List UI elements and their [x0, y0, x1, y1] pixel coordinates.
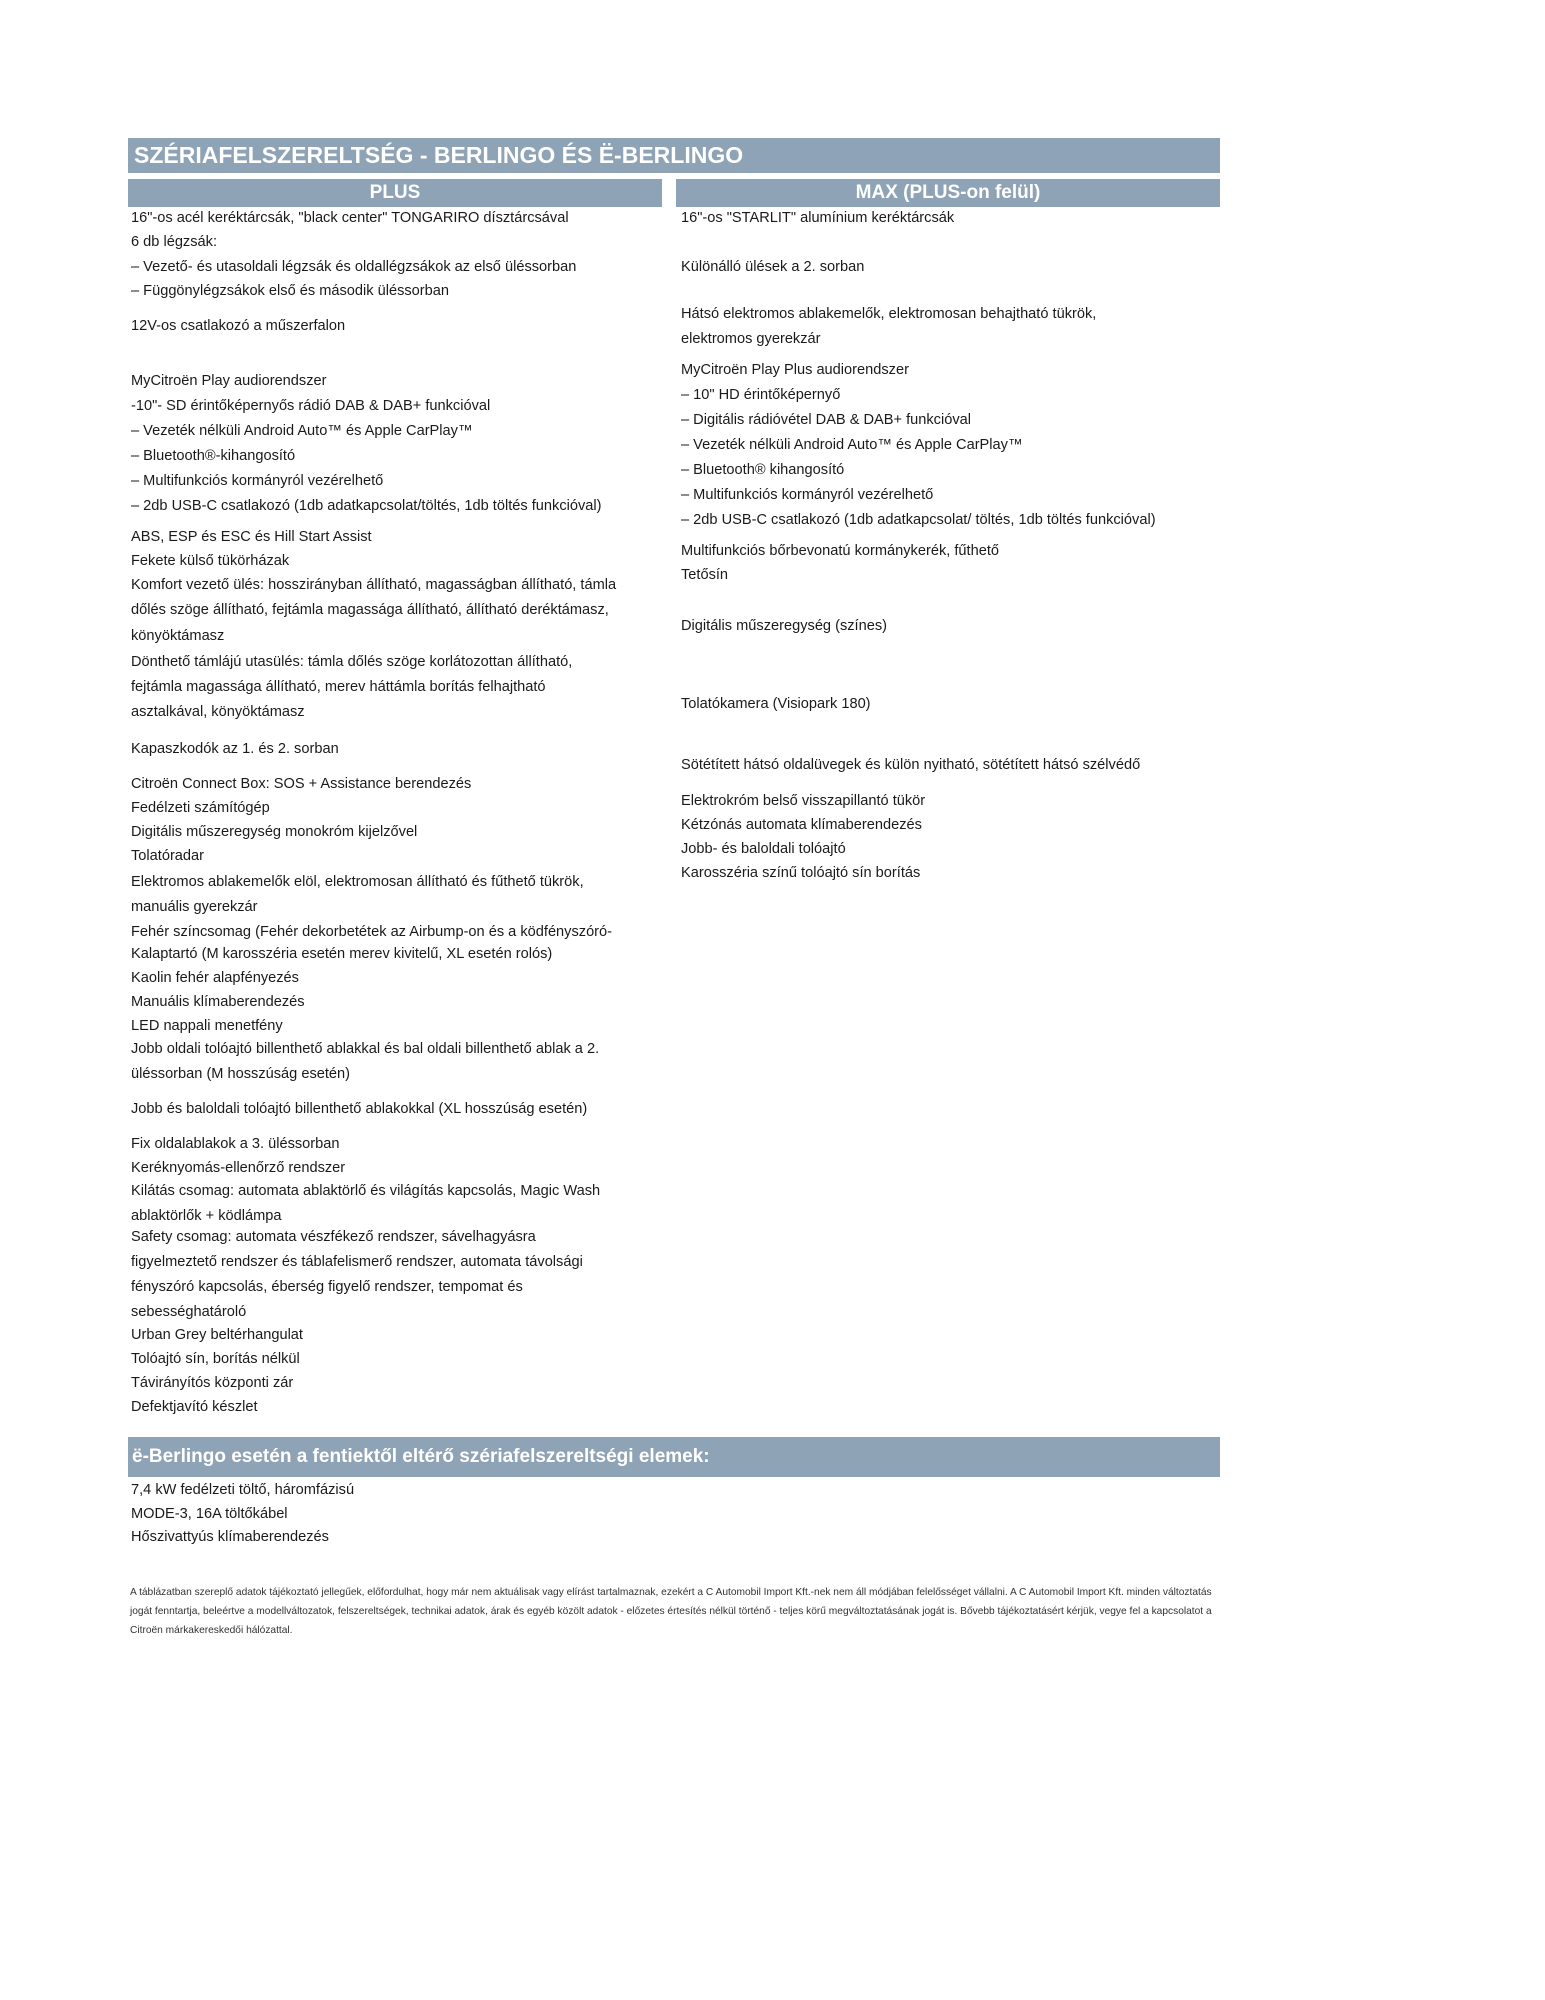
list-item: Tolatókamera (Visiopark 180)	[681, 696, 871, 712]
list-item: sebességhatároló	[131, 1304, 247, 1320]
list-item: Citroën Connect Box: SOS + Assistance berendezés	[131, 776, 472, 792]
list-item: 7,4 kW fedélzeti töltő, háromfázisú	[131, 1482, 355, 1498]
list-item: Hőszivattyús klímaberendezés	[131, 1529, 329, 1545]
list-item: Jobb- és baloldali tolóajtó	[681, 841, 846, 857]
list-item: – Digitális rádióvétel DAB & DAB+ funkcióval	[681, 412, 971, 428]
list-item: üléssorban (M hosszúság esetén)	[131, 1066, 351, 1082]
list-item: Digitális műszeregység (színes)	[681, 618, 888, 634]
list-item: MyCitroën Play audiorendszer	[131, 373, 327, 389]
list-item: Jobb oldali tolóajtó billenthető ablakkal és bal oldali billenthető ablak a 2.	[131, 1041, 600, 1057]
list-item: Manuális klímaberendezés	[131, 994, 305, 1010]
list-item: Kapaszkodók az 1. és 2. sorban	[131, 741, 339, 757]
list-item: Defektjavító készlet	[131, 1399, 258, 1415]
list-item: ABS, ESP és ESC és Hill Start Assist	[131, 529, 372, 545]
list-item: fényszóró kapcsolás, éberség figyelő rendszer, tempomat és	[131, 1279, 523, 1295]
list-item: Kétzónás automata klímaberendezés	[681, 817, 922, 833]
plus-column-header: PLUS	[128, 179, 662, 207]
list-item: Jobb és baloldali tolóajtó billenthető ablakokkal (XL hosszúság esetén)	[131, 1101, 588, 1117]
list-item: -10"- SD érintőképernyős rádió DAB & DAB+ funkcióval	[131, 398, 491, 414]
list-item: Elektromos ablakemelők elöl, elektromosan állítható és fűthető tükrök,	[131, 874, 584, 890]
list-item: manuális gyerekzár	[131, 899, 258, 915]
list-item: fejtámla magassága állítható, merev háttámla borítás felhajtható	[131, 679, 546, 695]
list-item: Digitális műszeregység monokróm kijelzővel	[131, 824, 418, 840]
list-item: figyelmeztető rendszer és táblafelismerő rendszer, automata távolsági	[131, 1254, 583, 1270]
list-item: – 10" HD érintőképernyő	[681, 387, 841, 403]
list-item: Karosszéria színű tolóajtó sín borítás	[681, 865, 921, 881]
list-item: Kalaptartó (M karosszéria esetén merev kivitelű, XL esetén rolós)	[131, 946, 553, 962]
list-item: Fehér színcsomag (Fehér dekorbetétek az Airbump-on és a ködfényszóró-	[131, 924, 613, 940]
list-item: MyCitroën Play Plus audiorendszer	[681, 362, 909, 378]
list-item: – Vezeték nélküli Android Auto™ és Apple CarPlay™	[681, 437, 1023, 453]
list-item: Keréknyomás-ellenőrző rendszer	[131, 1160, 346, 1176]
list-item: Kaolin fehér alapfényezés	[131, 970, 299, 986]
list-item: könyöktámasz	[131, 628, 225, 644]
list-item: ablaktörlők + ködlámpa	[131, 1208, 282, 1224]
list-item: 16"-os acél keréktárcsák, "black center" TONGARIRO dísztárcsával	[131, 210, 569, 226]
list-item: Urban Grey beltérhangulat	[131, 1327, 303, 1343]
list-item: – Multifunkciós kormányról vezérelhető	[681, 487, 934, 503]
list-item: – Bluetooth®-kihangosító	[131, 448, 296, 464]
list-item: Dönthető támlájú utasülés: támla dőlés szöge korlátozottan állítható,	[131, 654, 573, 670]
list-item: 16"-os "STARLIT" alumínium keréktárcsák	[681, 210, 955, 226]
list-item: Komfort vezető ülés: hosszirányban állítható, magasságban állítható, támla	[131, 577, 617, 593]
list-item: Elektrokróm belső visszapillantó tükör	[681, 793, 926, 809]
list-item: Hátsó elektromos ablakemelők, elektromosan behajtható tükrök,	[681, 306, 1097, 322]
list-item: – Vezeték nélküli Android Auto™ és Apple CarPlay™	[131, 423, 473, 439]
list-item: Különálló ülések a 2. sorban	[681, 259, 865, 275]
list-item: Tolatóradar	[131, 848, 205, 864]
list-item: Fedélzeti számítógép	[131, 800, 270, 816]
list-item: – Multifunkciós kormányról vezérelhető	[131, 473, 384, 489]
list-item: – Bluetooth® kihangosító	[681, 462, 845, 478]
list-item: Safety csomag: automata vészfékező rendszer, sávelhagyásra	[131, 1229, 536, 1245]
list-item: Tetősín	[681, 567, 729, 583]
ev-section-header: ë-Berlingo esetén a fentiektől eltérő szériafelszereltségi elemek:	[128, 1437, 1220, 1477]
list-item: Távirányítós központi zár	[131, 1375, 294, 1391]
list-item: Fix oldalablakok a 3. üléssorban	[131, 1136, 340, 1152]
list-item: – 2db USB-C csatlakozó (1db adatkapcsolat/töltés, 1db töltés funkcióval)	[131, 498, 602, 514]
list-item: Fekete külső tükörházak	[131, 553, 290, 569]
list-item: Kilátás csomag: automata ablaktörlő és világítás kapcsolás, Magic Wash	[131, 1183, 601, 1199]
page-title: SZÉRIAFELSZERELTSÉG - BERLINGO ÉS Ë-BERLINGO	[128, 138, 1220, 173]
list-item: Multifunkciós bőrbevonatú kormánykerék, fűthető	[681, 543, 999, 559]
max-column-header: MAX (PLUS-on felül)	[676, 179, 1220, 207]
list-item: – Vezető- és utasoldali légzsák és oldallégzsákok az első üléssorban	[131, 259, 577, 275]
list-item: MODE-3, 16A töltőkábel	[131, 1506, 288, 1522]
list-item: 6 db légzsák:	[131, 234, 217, 250]
list-item: dőlés szöge állítható, fejtámla magassága állítható, állítható deréktámasz,	[131, 602, 609, 618]
list-item: – Függönylégzsákok első és második üléssorban	[131, 283, 449, 299]
disclaimer-footnote: A táblázatban szereplő adatok tájékoztató jellegűek, előfordulhat, hogy már nem aktuálisak vagy elírást tartalmaznak, ezekért a C Automobil Import Kft.-nek nem áll módjában felelősséget vállalni. A C Automobil Import Kft. minden változtatás jogát fenntartja, beleértve a modellváltozatok, felszereltségek, technikai adatok, árak és egyéb közölt adatok - előzetes értesítés nélkül történő - teljes körű megváltoztatásának jogát is. Bővebb tájékoztatásért kérjük, vegye fel a kapcsolatot a Citroën márkakereskedői hálózattal.	[130, 1587, 1212, 1636]
list-item: Sötétített hátsó oldalüvegek és külön nyitható, sötétített hátsó szélvédő	[681, 757, 1141, 773]
list-item: LED nappali menetfény	[131, 1018, 283, 1034]
list-item: asztalkával, könyöktámasz	[131, 704, 305, 720]
list-item: 12V-os csatlakozó a műszerfalon	[131, 318, 346, 334]
list-item: Tolóajtó sín, borítás nélkül	[131, 1351, 300, 1367]
list-item: elektromos gyerekzár	[681, 331, 821, 347]
list-item: – 2db USB-C csatlakozó (1db adatkapcsolat/ töltés, 1db töltés funkcióval)	[681, 512, 1156, 528]
